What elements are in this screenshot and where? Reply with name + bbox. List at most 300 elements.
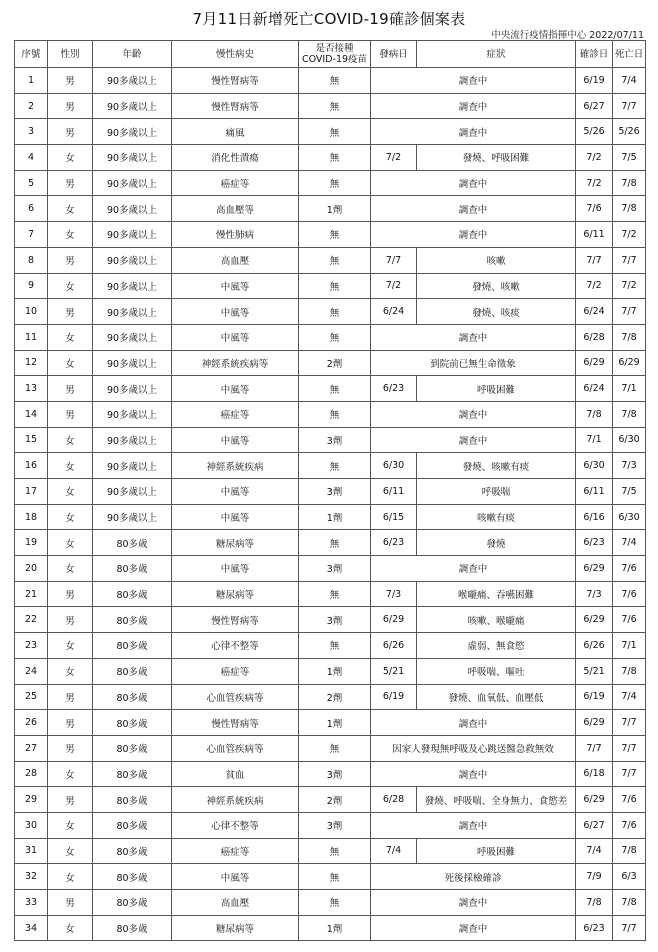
header-chronic-history: 慢性病史 <box>172 41 299 68</box>
cell-onset-date: 6/29 <box>371 607 417 633</box>
cell-symptoms: 調查中 <box>371 324 576 350</box>
table-row <box>15 864 646 890</box>
cell-age: 90多歲以上 <box>93 299 172 325</box>
cell-confirmed-date: 7/3 <box>576 581 613 607</box>
table-row <box>15 633 646 659</box>
cell-seq: 23 <box>15 633 48 659</box>
cell-chronic-history: 心律不整等 <box>172 633 299 659</box>
table-row <box>15 504 646 530</box>
cell-death-date: 7/3 <box>613 453 646 479</box>
cell-age: 80多歲 <box>93 581 172 607</box>
cell-onset-date: 7/7 <box>371 247 417 273</box>
cell-age: 90多歲以上 <box>93 376 172 402</box>
cell-seq: 22 <box>15 607 48 633</box>
cell-death-date: 7/6 <box>613 581 646 607</box>
cell-chronic-history: 癌症等 <box>172 401 299 427</box>
cell-vaccinated: 無 <box>299 376 371 402</box>
cell-chronic-history: 中風等 <box>172 479 299 505</box>
cell-sex: 男 <box>48 787 93 813</box>
cell-chronic-history: 心律不整等 <box>172 812 299 838</box>
cell-chronic-history: 癌症等 <box>172 838 299 864</box>
table-row <box>15 735 646 761</box>
table-row <box>15 453 646 479</box>
cell-sex: 女 <box>48 556 93 582</box>
header-symptoms: 症狀 <box>417 41 576 68</box>
cell-seq: 19 <box>15 530 48 556</box>
cell-symptoms: 到院前已無生命徵象 <box>371 350 576 376</box>
cell-symptoms: 調查中 <box>371 556 576 582</box>
table-row <box>15 299 646 325</box>
cell-symptoms: 發燒 <box>417 530 576 556</box>
cell-vaccinated: 無 <box>299 453 371 479</box>
cell-death-date: 7/6 <box>613 812 646 838</box>
header-vaccinated: 是否接種COVID-19疫苗 <box>299 41 371 68</box>
cell-sex: 女 <box>48 196 93 222</box>
header-onset-date: 發病日 <box>371 41 417 68</box>
cell-vaccinated: 1劑 <box>299 658 371 684</box>
cell-confirmed-date: 7/8 <box>576 401 613 427</box>
cell-death-date: 7/2 <box>613 222 646 248</box>
cell-seq: 34 <box>15 915 48 941</box>
cell-symptoms: 因家人發現無呼吸及心跳送醫急救無效 <box>371 735 576 761</box>
cell-age: 90多歲以上 <box>93 247 172 273</box>
cell-age: 80多歲 <box>93 864 172 890</box>
cell-chronic-history: 中風等 <box>172 504 299 530</box>
cell-age: 80多歲 <box>93 684 172 710</box>
cell-vaccinated: 1劑 <box>299 915 371 941</box>
cell-sex: 女 <box>48 145 93 171</box>
cell-sex: 男 <box>48 299 93 325</box>
cell-sex: 男 <box>48 401 93 427</box>
cell-vaccinated: 3劑 <box>299 556 371 582</box>
cell-seq: 31 <box>15 838 48 864</box>
cell-onset-date: 6/28 <box>371 787 417 813</box>
cell-symptoms: 調查中 <box>371 890 576 916</box>
table-row <box>15 479 646 505</box>
cell-vaccinated: 無 <box>299 145 371 171</box>
cell-death-date: 7/8 <box>613 170 646 196</box>
header-death-date: 死亡日 <box>613 41 646 68</box>
cell-symptoms: 調查中 <box>371 812 576 838</box>
cell-sex: 男 <box>48 710 93 736</box>
cell-age: 80多歲 <box>93 890 172 916</box>
table-row <box>15 530 646 556</box>
cell-seq: 25 <box>15 684 48 710</box>
cell-seq: 33 <box>15 890 48 916</box>
cell-chronic-history: 中風等 <box>172 427 299 453</box>
cell-confirmed-date: 7/7 <box>576 247 613 273</box>
cell-sex: 男 <box>48 581 93 607</box>
cell-seq: 2 <box>15 93 48 119</box>
cell-sex: 男 <box>48 93 93 119</box>
cell-vaccinated: 無 <box>299 119 371 145</box>
cell-age: 80多歲 <box>93 607 172 633</box>
cell-symptoms: 調查中 <box>371 401 576 427</box>
cell-symptoms: 發燒、咳痰 <box>417 299 576 325</box>
cell-sex: 女 <box>48 324 93 350</box>
cell-seq: 14 <box>15 401 48 427</box>
cell-seq: 7 <box>15 222 48 248</box>
cell-vaccinated: 無 <box>299 735 371 761</box>
cell-seq: 30 <box>15 812 48 838</box>
cell-vaccinated: 2劑 <box>299 787 371 813</box>
table-row <box>15 812 646 838</box>
cell-symptoms: 喉嚨痛、吞嚥困難 <box>417 581 576 607</box>
cell-seq: 8 <box>15 247 48 273</box>
cell-sex: 男 <box>48 684 93 710</box>
cell-sex: 女 <box>48 479 93 505</box>
cell-onset-date: 7/4 <box>371 838 417 864</box>
cell-symptoms: 調查中 <box>371 710 576 736</box>
case-rows <box>15 68 646 941</box>
cell-age: 80多歲 <box>93 812 172 838</box>
cell-chronic-history: 慢性腎病等 <box>172 93 299 119</box>
cell-onset-date: 6/15 <box>371 504 417 530</box>
table-row <box>15 581 646 607</box>
cell-chronic-history: 癌症等 <box>172 170 299 196</box>
cell-vaccinated: 3劑 <box>299 761 371 787</box>
cell-seq: 15 <box>15 427 48 453</box>
cell-seq: 21 <box>15 581 48 607</box>
cell-confirmed-date: 7/9 <box>576 864 613 890</box>
cell-death-date: 7/6 <box>613 556 646 582</box>
cell-confirmed-date: 6/24 <box>576 299 613 325</box>
cell-vaccinated: 1劑 <box>299 196 371 222</box>
cell-confirmed-date: 5/21 <box>576 658 613 684</box>
cell-chronic-history: 慢性肺病 <box>172 222 299 248</box>
cell-age: 80多歲 <box>93 838 172 864</box>
cell-chronic-history: 糖尿病等 <box>172 581 299 607</box>
document-title: 7月11日新增死亡COVID-19確診個案表 <box>192 10 466 28</box>
cell-death-date: 6/3 <box>613 864 646 890</box>
cell-seq: 32 <box>15 864 48 890</box>
cell-symptoms: 呼吸喘、嘔吐 <box>417 658 576 684</box>
cell-vaccinated: 無 <box>299 273 371 299</box>
cell-death-date: 7/7 <box>613 247 646 273</box>
cell-death-date: 6/29 <box>613 350 646 376</box>
table-row <box>15 145 646 171</box>
cell-symptoms: 呼吸喘 <box>417 479 576 505</box>
cell-sex: 男 <box>48 119 93 145</box>
cell-sex: 男 <box>48 735 93 761</box>
cell-death-date: 7/1 <box>613 633 646 659</box>
cell-seq: 3 <box>15 119 48 145</box>
cell-confirmed-date: 7/2 <box>576 273 613 299</box>
cell-sex: 女 <box>48 864 93 890</box>
header-row <box>15 41 646 68</box>
cell-vaccinated: 3劑 <box>299 479 371 505</box>
cell-death-date: 7/8 <box>613 890 646 916</box>
cell-chronic-history: 高血壓 <box>172 247 299 273</box>
cell-onset-date: 6/19 <box>371 684 417 710</box>
header-sex: 性別 <box>48 41 93 68</box>
cell-confirmed-date: 6/27 <box>576 812 613 838</box>
cell-vaccinated: 無 <box>299 299 371 325</box>
cell-symptoms: 調查中 <box>371 196 576 222</box>
cell-death-date: 7/8 <box>613 324 646 350</box>
cell-age: 80多歲 <box>93 787 172 813</box>
table-row <box>15 350 646 376</box>
table-row <box>15 915 646 941</box>
cell-confirmed-date: 6/28 <box>576 324 613 350</box>
cell-vaccinated: 無 <box>299 838 371 864</box>
cell-age: 80多歲 <box>93 761 172 787</box>
table-row <box>15 222 646 248</box>
cell-onset-date: 6/11 <box>371 479 417 505</box>
cell-sex: 女 <box>48 633 93 659</box>
cell-death-date: 7/8 <box>613 658 646 684</box>
cell-onset-date: 7/2 <box>371 145 417 171</box>
cell-onset-date: 7/2 <box>371 273 417 299</box>
cell-onset-date: 5/21 <box>371 658 417 684</box>
cell-confirmed-date: 6/23 <box>576 530 613 556</box>
cell-death-date: 5/26 <box>613 119 646 145</box>
cell-age: 90多歲以上 <box>93 196 172 222</box>
cell-vaccinated: 無 <box>299 93 371 119</box>
cell-seq: 13 <box>15 376 48 402</box>
cell-onset-date: 6/23 <box>371 376 417 402</box>
cell-death-date: 7/4 <box>613 530 646 556</box>
cell-chronic-history: 痛風 <box>172 119 299 145</box>
cell-symptoms: 死後採檢確診 <box>371 864 576 890</box>
cell-seq: 9 <box>15 273 48 299</box>
cell-confirmed-date: 6/16 <box>576 504 613 530</box>
cell-seq: 1 <box>15 68 48 94</box>
cell-age: 90多歲以上 <box>93 93 172 119</box>
cell-death-date: 7/6 <box>613 787 646 813</box>
cell-chronic-history: 消化性潰瘍 <box>172 145 299 171</box>
cell-sex: 女 <box>48 530 93 556</box>
cell-chronic-history: 慢性腎病等 <box>172 68 299 94</box>
cell-confirmed-date: 6/29 <box>576 710 613 736</box>
cell-sex: 女 <box>48 915 93 941</box>
cell-confirmed-date: 6/19 <box>576 68 613 94</box>
cell-seq: 29 <box>15 787 48 813</box>
cell-chronic-history: 慢性腎病等 <box>172 607 299 633</box>
cell-sex: 女 <box>48 222 93 248</box>
cell-seq: 12 <box>15 350 48 376</box>
cell-sex: 女 <box>48 504 93 530</box>
cell-onset-date: 6/23 <box>371 530 417 556</box>
cell-vaccinated: 3劑 <box>299 607 371 633</box>
cell-age: 90多歲以上 <box>93 504 172 530</box>
cell-vaccinated: 無 <box>299 581 371 607</box>
table-row <box>15 890 646 916</box>
cell-age: 90多歲以上 <box>93 222 172 248</box>
cell-death-date: 7/7 <box>613 735 646 761</box>
cell-chronic-history: 神經系統疾病等 <box>172 350 299 376</box>
cell-confirmed-date: 6/27 <box>576 93 613 119</box>
cell-symptoms: 調查中 <box>371 915 576 941</box>
cell-age: 90多歲以上 <box>93 145 172 171</box>
cell-confirmed-date: 7/6 <box>576 196 613 222</box>
cell-age: 80多歲 <box>93 915 172 941</box>
cell-vaccinated: 無 <box>299 530 371 556</box>
cell-age: 80多歲 <box>93 633 172 659</box>
cell-vaccinated: 1劑 <box>299 504 371 530</box>
cell-confirmed-date: 7/2 <box>576 170 613 196</box>
cell-sex: 男 <box>48 607 93 633</box>
cell-symptoms: 調查中 <box>371 427 576 453</box>
header-seq: 序號 <box>15 41 48 68</box>
cell-confirmed-date: 6/29 <box>576 350 613 376</box>
cell-death-date: 7/2 <box>613 273 646 299</box>
cell-confirmed-date: 7/1 <box>576 427 613 453</box>
table-row <box>15 787 646 813</box>
cell-vaccinated: 2劑 <box>299 684 371 710</box>
cell-chronic-history: 中風等 <box>172 556 299 582</box>
cell-confirmed-date: 7/8 <box>576 890 613 916</box>
cell-chronic-history: 高血壓 <box>172 890 299 916</box>
cell-symptoms: 調查中 <box>371 119 576 145</box>
table-row <box>15 710 646 736</box>
cell-seq: 17 <box>15 479 48 505</box>
table-row <box>15 684 646 710</box>
cell-sex: 女 <box>48 273 93 299</box>
cell-seq: 26 <box>15 710 48 736</box>
cell-seq: 16 <box>15 453 48 479</box>
table-row <box>15 607 646 633</box>
cell-chronic-history: 貧血 <box>172 761 299 787</box>
cell-chronic-history: 中風等 <box>172 324 299 350</box>
cell-symptoms: 呼吸困難 <box>417 838 576 864</box>
table-row <box>15 93 646 119</box>
cell-chronic-history: 中風等 <box>172 864 299 890</box>
cell-symptoms: 咳嗽、喉嚨痛 <box>417 607 576 633</box>
cell-chronic-history: 心血管疾病等 <box>172 735 299 761</box>
cell-symptoms: 發燒、呼吸喘、全身無力、食慾差 <box>417 787 576 813</box>
cell-death-date: 7/7 <box>613 710 646 736</box>
cell-sex: 女 <box>48 658 93 684</box>
table-row <box>15 68 646 94</box>
cell-vaccinated: 無 <box>299 633 371 659</box>
cell-vaccinated: 2劑 <box>299 350 371 376</box>
cell-confirmed-date: 7/4 <box>576 838 613 864</box>
cell-age: 90多歲以上 <box>93 170 172 196</box>
cell-seq: 27 <box>15 735 48 761</box>
cell-symptoms: 調查中 <box>371 761 576 787</box>
cell-sex: 女 <box>48 427 93 453</box>
cell-age: 90多歲以上 <box>93 68 172 94</box>
cell-sex: 女 <box>48 838 93 864</box>
cell-chronic-history: 高血壓等 <box>172 196 299 222</box>
table-row <box>15 556 646 582</box>
cell-age: 90多歲以上 <box>93 119 172 145</box>
cell-confirmed-date: 5/26 <box>576 119 613 145</box>
cell-death-date: 7/7 <box>613 299 646 325</box>
cell-confirmed-date: 6/29 <box>576 787 613 813</box>
cell-seq: 4 <box>15 145 48 171</box>
cell-confirmed-date: 6/11 <box>576 479 613 505</box>
cell-age: 90多歲以上 <box>93 273 172 299</box>
cell-death-date: 7/1 <box>613 376 646 402</box>
cell-symptoms: 調查中 <box>371 222 576 248</box>
header-age: 年齡 <box>93 41 172 68</box>
cell-seq: 10 <box>15 299 48 325</box>
cell-age: 90多歲以上 <box>93 350 172 376</box>
cell-symptoms: 呼吸困難 <box>417 376 576 402</box>
cell-age: 90多歲以上 <box>93 401 172 427</box>
cell-death-date: 7/8 <box>613 838 646 864</box>
cell-death-date: 7/4 <box>613 684 646 710</box>
cell-death-date: 7/4 <box>613 68 646 94</box>
cell-symptoms: 調查中 <box>371 170 576 196</box>
table-row <box>15 838 646 864</box>
cell-chronic-history: 神經系統疾病 <box>172 453 299 479</box>
cell-confirmed-date: 6/26 <box>576 633 613 659</box>
table-row <box>15 324 646 350</box>
table-row <box>15 376 646 402</box>
cell-chronic-history: 癌症等 <box>172 658 299 684</box>
cell-age: 80多歲 <box>93 530 172 556</box>
cell-symptoms: 虛弱、無食慾 <box>417 633 576 659</box>
cell-symptoms: 發燒、呼吸困難 <box>417 145 576 171</box>
cell-sex: 女 <box>48 812 93 838</box>
cell-chronic-history: 中風等 <box>172 299 299 325</box>
cell-death-date: 7/5 <box>613 479 646 505</box>
cell-sex: 男 <box>48 247 93 273</box>
cell-vaccinated: 1劑 <box>299 710 371 736</box>
cell-death-date: 6/30 <box>613 427 646 453</box>
cell-vaccinated: 無 <box>299 401 371 427</box>
cell-symptoms: 發燒、血氧低、血壓低 <box>417 684 576 710</box>
cell-seq: 28 <box>15 761 48 787</box>
cell-age: 80多歲 <box>93 710 172 736</box>
cell-age: 90多歲以上 <box>93 324 172 350</box>
cell-onset-date: 6/30 <box>371 453 417 479</box>
cell-vaccinated: 無 <box>299 247 371 273</box>
cell-death-date: 7/7 <box>613 761 646 787</box>
cell-chronic-history: 中風等 <box>172 376 299 402</box>
cell-symptoms: 發燒、咳嗽 <box>417 273 576 299</box>
cell-sex: 女 <box>48 350 93 376</box>
table-row <box>15 170 646 196</box>
cell-age: 90多歲以上 <box>93 427 172 453</box>
table-row <box>15 196 646 222</box>
cell-onset-date: 6/26 <box>371 633 417 659</box>
cell-chronic-history: 糖尿病等 <box>172 915 299 941</box>
cell-confirmed-date: 7/2 <box>576 145 613 171</box>
cell-symptoms: 咳嗽有痰 <box>417 504 576 530</box>
cell-confirmed-date: 6/18 <box>576 761 613 787</box>
cell-death-date: 7/7 <box>613 915 646 941</box>
cell-confirmed-date: 6/23 <box>576 915 613 941</box>
cell-death-date: 7/8 <box>613 401 646 427</box>
cell-confirmed-date: 7/7 <box>576 735 613 761</box>
cell-vaccinated: 無 <box>299 324 371 350</box>
table-row <box>15 273 646 299</box>
cases-table <box>14 40 646 941</box>
cell-age: 80多歲 <box>93 556 172 582</box>
cell-age: 90多歲以上 <box>93 453 172 479</box>
cell-chronic-history: 心血管疾病等 <box>172 684 299 710</box>
source-line: 中央流行疫情指揮中心 2022/07/11 <box>491 30 644 41</box>
cell-sex: 男 <box>48 170 93 196</box>
cell-confirmed-date: 6/29 <box>576 556 613 582</box>
cell-confirmed-date: 6/30 <box>576 453 613 479</box>
cell-seq: 18 <box>15 504 48 530</box>
cell-vaccinated: 3劑 <box>299 812 371 838</box>
cell-age: 80多歲 <box>93 658 172 684</box>
cell-sex: 男 <box>48 68 93 94</box>
cell-symptoms: 發燒、咳嗽有痰 <box>417 453 576 479</box>
table-row <box>15 658 646 684</box>
cell-death-date: 7/7 <box>613 93 646 119</box>
cell-vaccinated: 無 <box>299 222 371 248</box>
cell-age: 80多歲 <box>93 735 172 761</box>
cell-vaccinated: 3劑 <box>299 427 371 453</box>
cell-death-date: 7/8 <box>613 196 646 222</box>
